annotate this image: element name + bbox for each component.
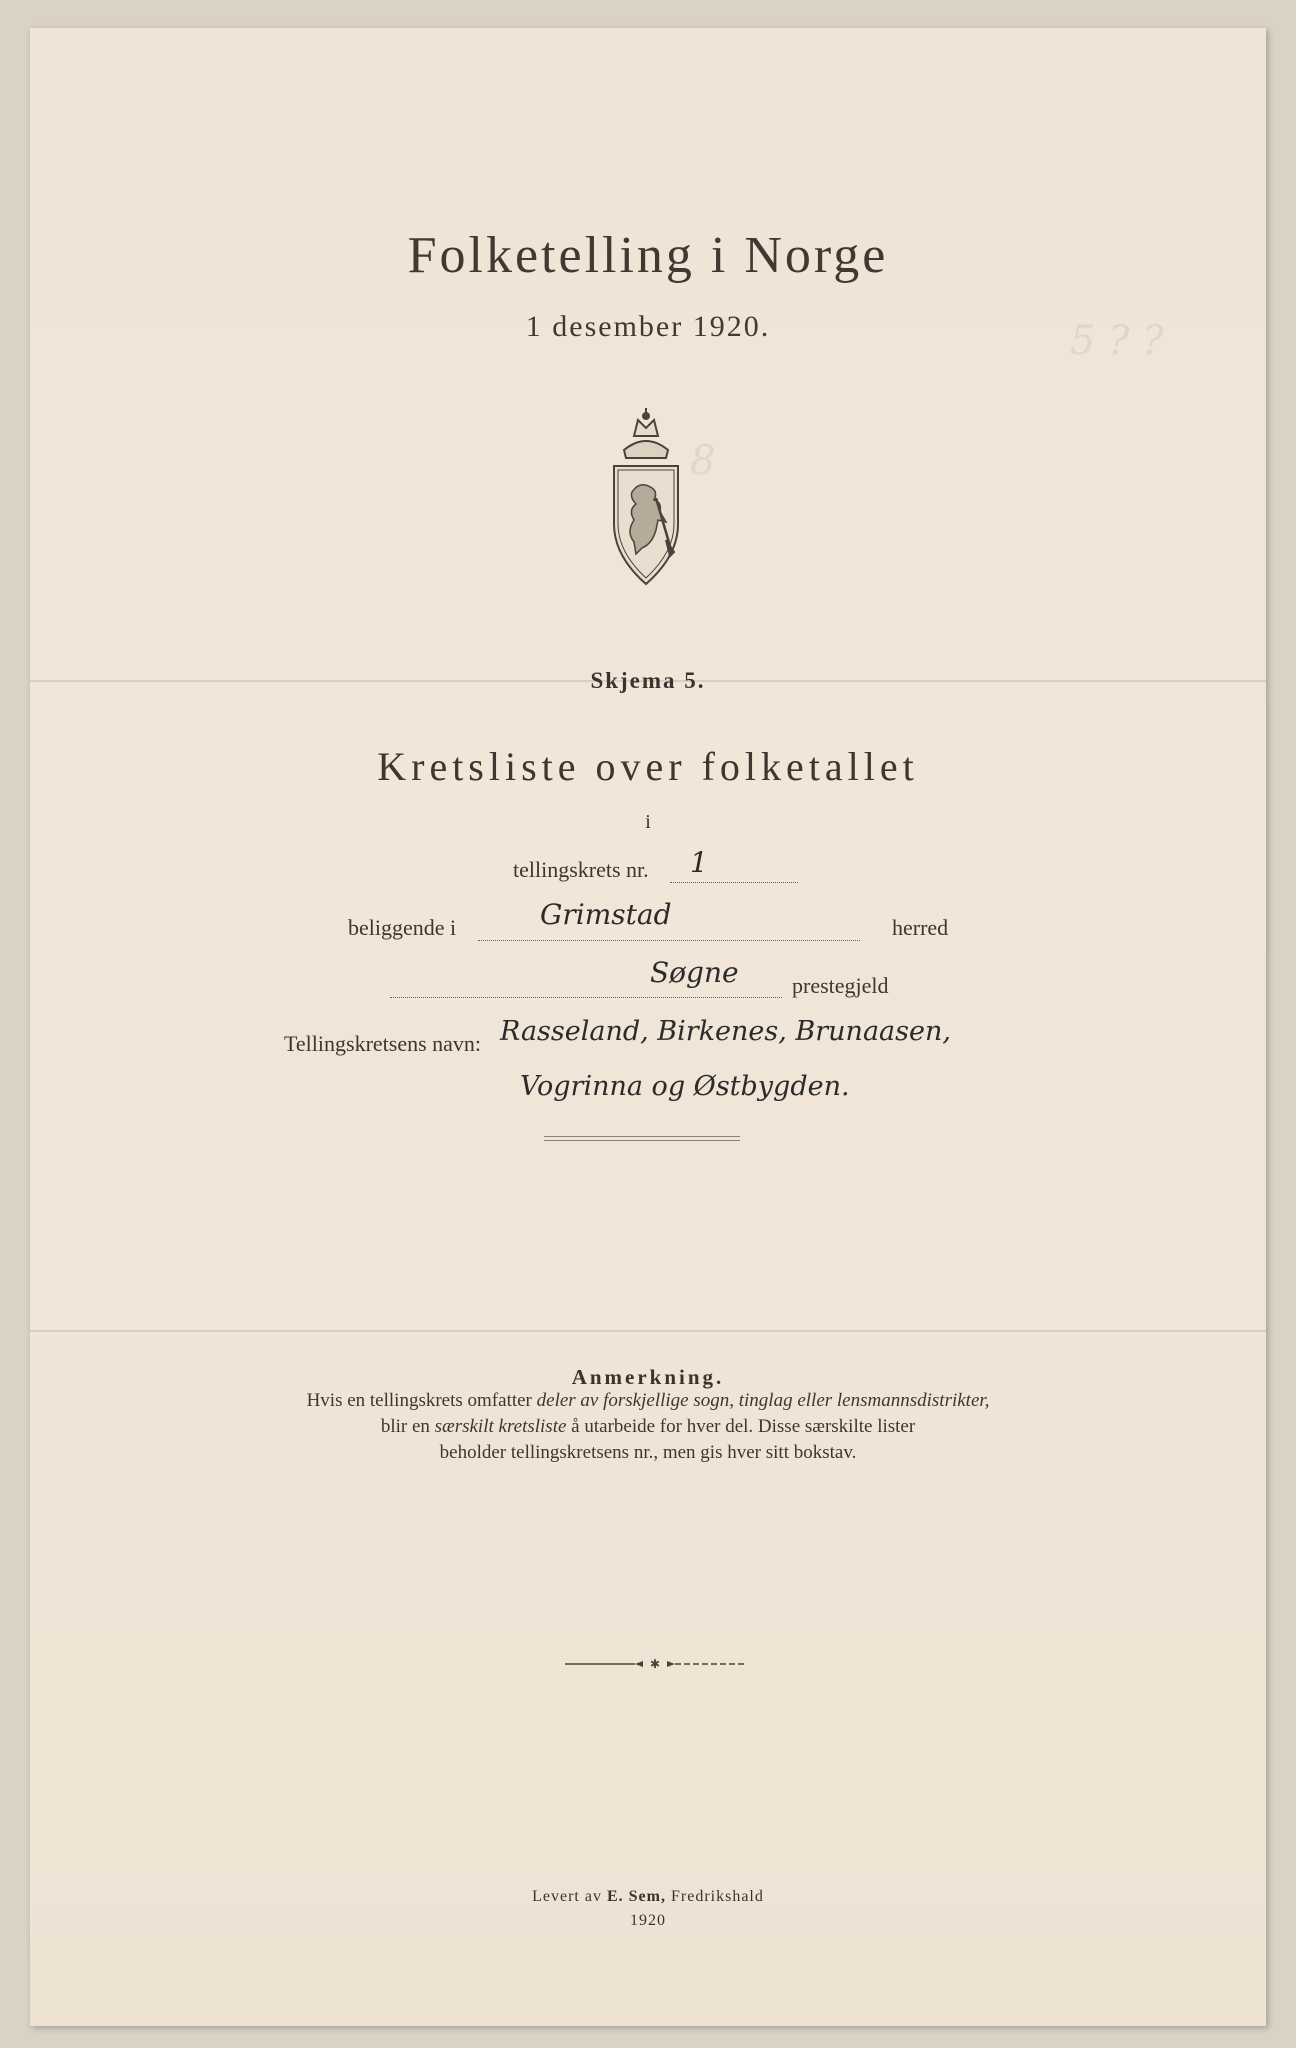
ornament-divider-icon [565, 1658, 745, 1670]
printer-prefix: Levert av [532, 1888, 602, 1905]
printer-year: 1920 [630, 1912, 666, 1929]
note-line-2-text-a: blir en [380, 1416, 430, 1437]
separator-rule [544, 1140, 740, 1141]
svg-text:✱: ✱ [649, 1658, 661, 1670]
document-title: Folketelling i Norge [407, 227, 889, 284]
bleed-through-mark: 5 ? ? [1070, 318, 1164, 364]
printer-line [30, 1888, 1266, 1906]
beliggende-label: beliggende i [348, 915, 457, 940]
note-line-2-emphasis: særskilt kretsliste [434, 1416, 567, 1437]
herred-value: Grimstad [540, 898, 672, 931]
herred-line [478, 939, 860, 941]
printer-name: E. Sem, [606, 1888, 666, 1905]
krets-name-line-2: Vogrinna og Østbygden. [520, 1071, 850, 1102]
document-date: 1 desember 1920. [525, 310, 771, 343]
form-heading: Kretsliste over folketallet [377, 744, 919, 789]
krets-name-label: Tellingskretsens navn: [284, 1031, 482, 1056]
krets-name-line-1: Rasseland, Birkenes, Brunaasen, [500, 1016, 951, 1047]
krets-number-label: tellingskrets nr. [513, 857, 649, 882]
census-form-page [30, 28, 1266, 2026]
schema-number: Skjema 5. [590, 668, 706, 693]
norwegian-coat-of-arms-icon [596, 406, 696, 606]
herred-label: herred [892, 915, 949, 940]
krets-number-line [670, 881, 798, 883]
note-line-2 [30, 1416, 1266, 1438]
separator-rule [544, 1136, 740, 1137]
bleed-through-mark: 8 [690, 438, 716, 484]
prestegjeld-value: Søgne [650, 956, 739, 989]
note-line-1-emphasis: deler av forskjellige sogn, tinglag eller lensmannsdistrikter, [536, 1390, 990, 1411]
fold-line [30, 1330, 1266, 1332]
note-line-1 [30, 1390, 1266, 1412]
prestegjeld-label: prestegjeld [792, 973, 889, 998]
krets-number-value: 1 [690, 846, 708, 879]
connector-text: i [645, 811, 651, 833]
printer-city: Fredrikshald [670, 1888, 764, 1905]
note-title: Anmerkning. [571, 1365, 725, 1389]
note-line-1-text: Hvis en tellingskrets omfatter [306, 1390, 532, 1411]
prestegjeld-line [390, 996, 782, 998]
note-line-2-text-c: å utarbeide for hver del. Disse særskilte lister [571, 1416, 916, 1437]
note-line-3: beholder tellingskretsens nr., men gis hver sitt bokstav. [439, 1442, 857, 1463]
